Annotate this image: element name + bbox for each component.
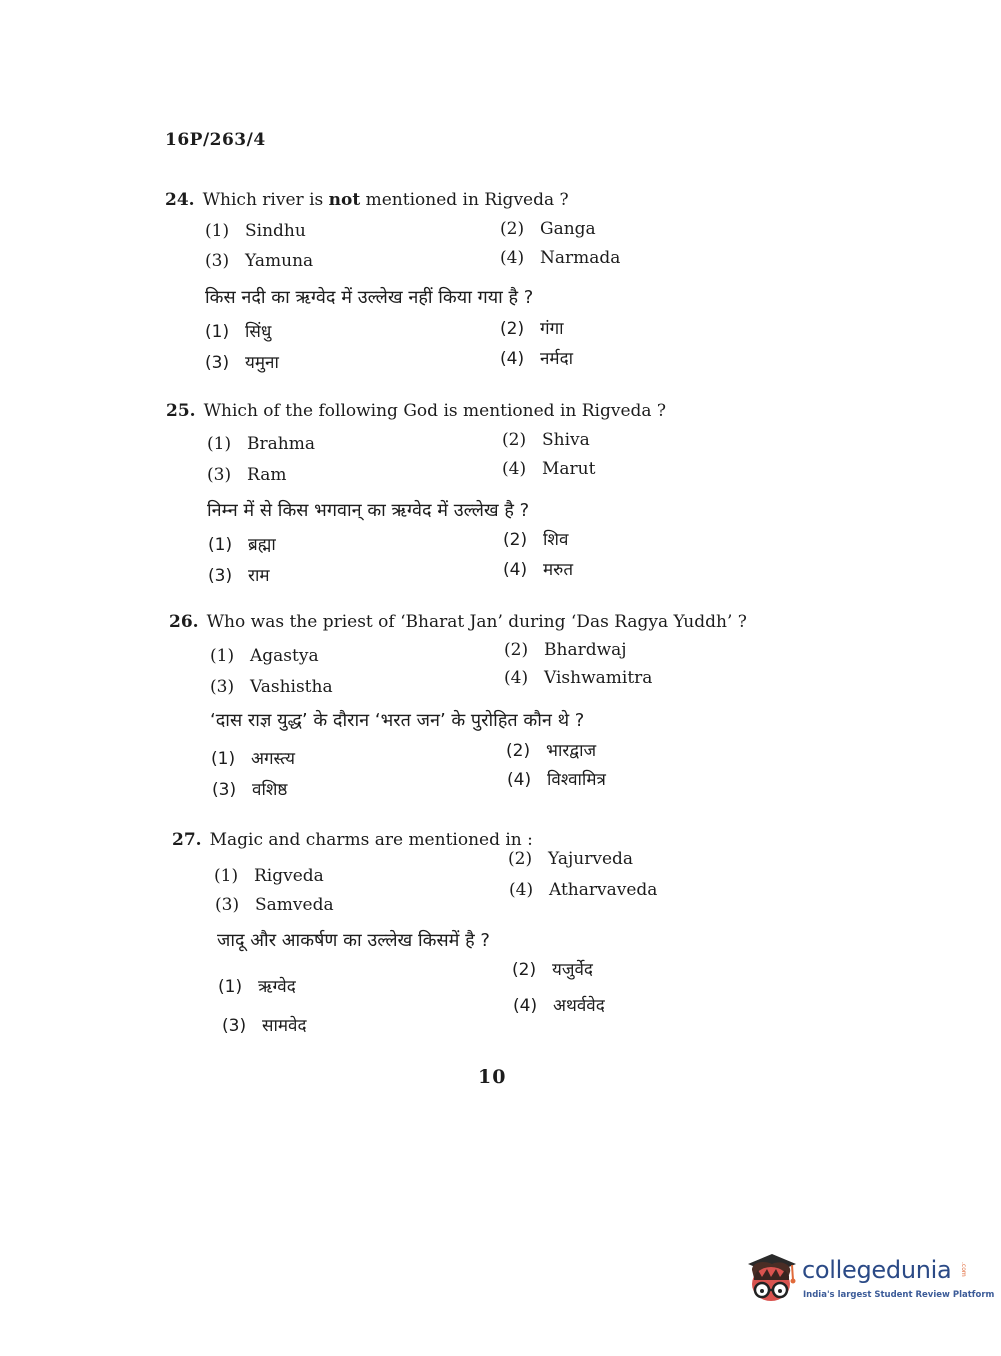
brand-domain-suffix: .com [960,1262,967,1277]
option-4: (4) Atharvaveda [509,880,658,900]
hindi-question-stem: जादू और आकर्षण का उल्लेख किसमें है ? [217,930,490,951]
hindi-question-stem: किस नदी का ऋग्वेद में उल्लेख नहीं किया गया है ? [205,287,534,308]
question-number: 25. [166,401,196,421]
question-stem: 25. Which of the following God is mentioned in Rigveda ? [166,401,667,421]
question-stem: 27. Magic and charms are mentioned in : [172,830,533,850]
option-2: (2) Shiva [502,430,590,450]
hindi-option-2: (2) गंगा [500,319,564,339]
hindi-option-4: (4) अथर्ववेद [513,996,605,1016]
option-4: (4) Vishwamitra [504,668,653,688]
option-1: (1) Brahma [207,434,315,454]
question-number: 24. [165,190,195,210]
question-stem: 24. Which river is not mentioned in Rigveda ? [165,190,569,210]
collegedunia-logo [742,1250,995,1310]
question-number: 27. [172,830,202,850]
page-number: 10 [478,1066,507,1088]
option-4: (4) Narmada [500,248,621,268]
hindi-option-4: (4) मरुत [503,560,574,580]
option-3: (3) Yamuna [205,251,314,271]
hindi-option-1: (1) अगस्त्य [211,749,295,769]
hindi-option-1: (1) ऋग्वेद [218,977,296,997]
hindi-question-stem: ‘दास राज्ञ युद्ध’ के दौरान ‘भरत जन’ के पुरोहित कौन थे ? [210,710,585,731]
graduate-mascot-icon [742,1250,800,1308]
option-1: (1) Rigveda [214,866,324,886]
hindi-option-3: (3) वशिष्ठ [212,780,288,800]
hindi-option-2: (2) शिव [503,530,569,550]
hindi-option-3: (3) राम [208,566,270,586]
question-stem: 26. Who was the priest of ‘Bharat Jan’ during ‘Das Ragya Yuddh’ ? [169,612,747,632]
hindi-option-4: (4) नर्मदा [500,349,574,369]
hindi-option-2: (2) भारद्वाज [506,741,597,761]
brand-tagline: India's largest Student Review Platform [803,1290,995,1300]
paper-code: 16P/263/4 [165,130,266,150]
emphasis-not: not [328,190,361,210]
hindi-option-3: (3) यमुना [205,353,279,373]
option-3: (3) Vashistha [210,677,333,697]
hindi-option-1: (1) ब्रह्मा [208,535,276,555]
hindi-option-1: (1) सिंधु [205,322,272,342]
option-3: (3) Ram [207,465,287,485]
hindi-question-stem: निम्न में से किस भगवान् का ऋग्वेद में उल्लेख है ? [207,500,530,521]
option-2: (2) Ganga [500,219,596,239]
hindi-option-2: (2) यजुर्वेद [512,960,593,980]
question-number: 26. [169,612,199,632]
option-2: (2) Yajurveda [508,849,634,869]
option-4: (4) Marut [502,459,596,479]
hindi-option-3: (3) सामवेद [222,1016,307,1036]
option-1: (1) Agastya [210,646,319,666]
option-3: (3) Samveda [215,895,334,915]
brand-name: collegedunia [802,1256,952,1284]
option-2: (2) Bhardwaj [504,640,627,660]
hindi-option-4: (4) विश्वामित्र [507,770,606,790]
option-1: (1) Sindhu [205,221,306,241]
